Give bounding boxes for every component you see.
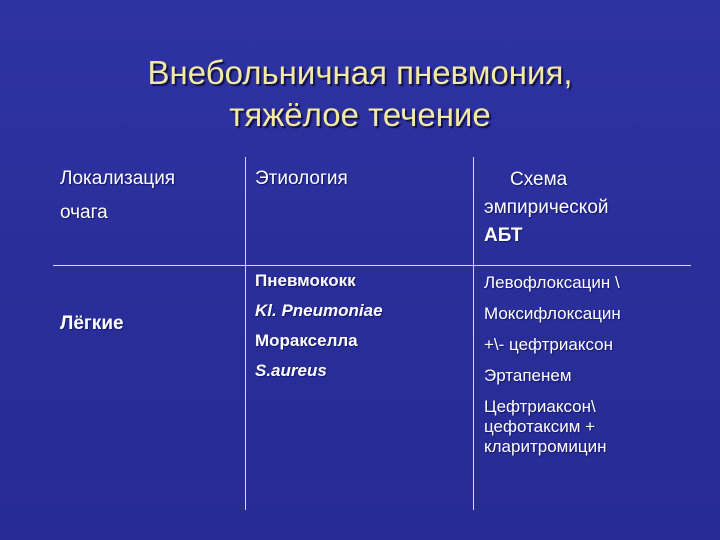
header-etiology (255, 166, 348, 192)
row-scheme-list (484, 273, 664, 468)
header-scheme (484, 166, 609, 250)
column-divider-1 (245, 157, 246, 510)
scheme-item: Моксифлоксацин (484, 304, 621, 323)
etiology-item: Моракселла (255, 331, 358, 350)
slide-title-line-2: тяжёлое течение (229, 96, 491, 133)
scheme-item: Левофлоксацин \ (484, 273, 620, 292)
header-etiology-label: Этиология (255, 168, 348, 189)
header-localization-line-1: Локализация (60, 168, 176, 189)
etiology-item: Пневмококк (255, 271, 356, 290)
slide-title-line-1: Внебольничная пневмония, (147, 54, 573, 91)
header-divider (53, 265, 691, 266)
row-etiology-list (255, 269, 383, 389)
scheme-item: +\- цефтриаксон (484, 335, 614, 354)
header-scheme-line-3: АБТ (484, 225, 523, 246)
row-localization: Лёгкие (60, 313, 124, 334)
scheme-item: Цефтриаксон\ цефотаксим + кларитромицин (484, 397, 607, 456)
header-scheme-line-1: Схема (510, 169, 568, 190)
scheme-item: Эртапенем (484, 366, 572, 385)
header-localization-line-2: очага (60, 202, 108, 223)
header-localization (60, 166, 175, 226)
column-divider-2 (473, 157, 474, 510)
etiology-item: Kl. Pneumoniae (255, 301, 383, 320)
header-scheme-line-2: эмпирической (484, 197, 609, 218)
etiology-item: S.aureus (255, 361, 327, 380)
